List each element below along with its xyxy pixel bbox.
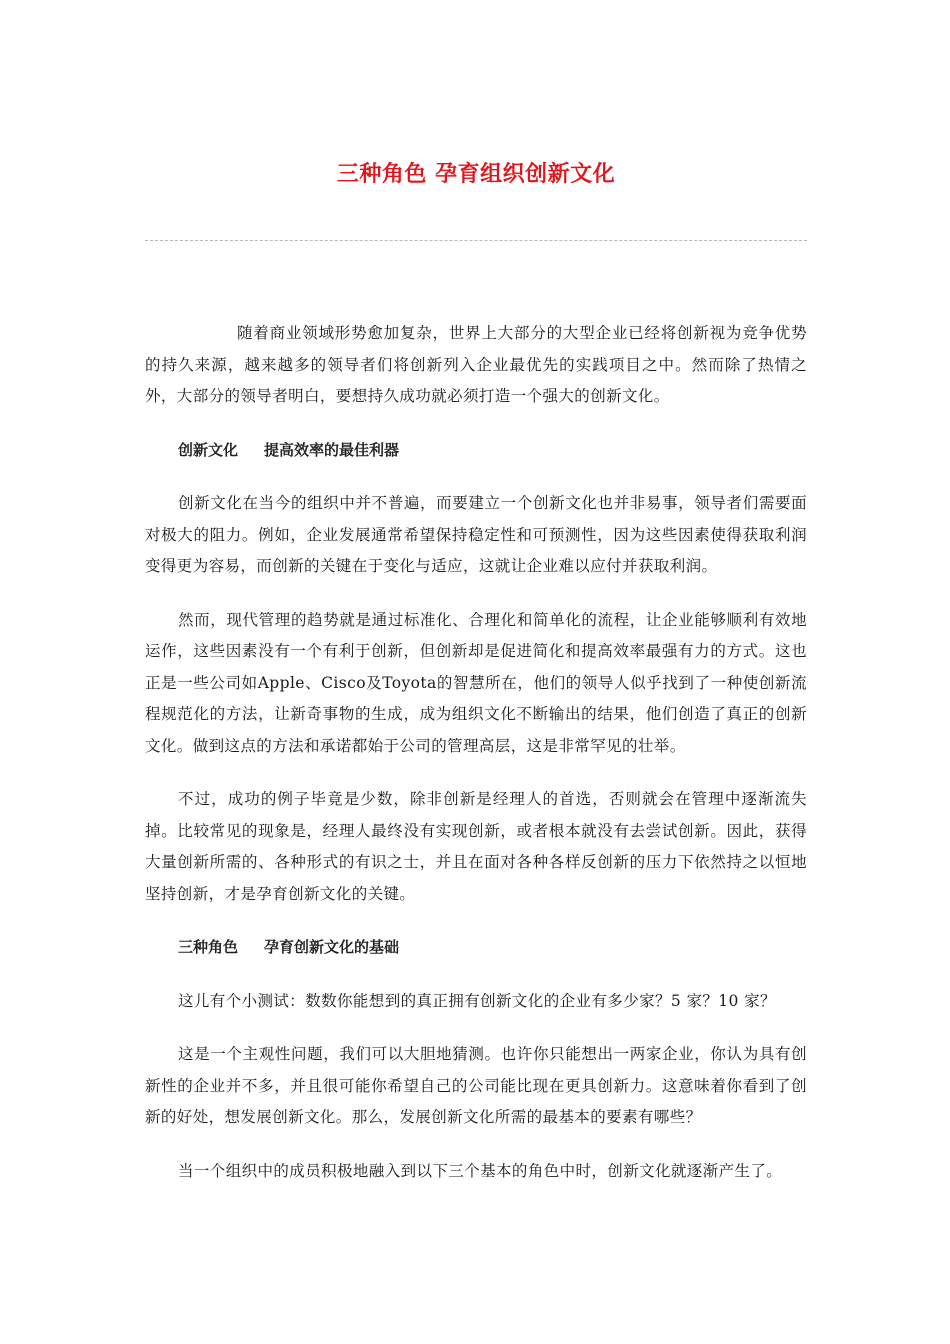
section-heading-1-right: 提高效率的最佳利器	[264, 440, 400, 459]
section-heading-1-left: 创新文化	[178, 440, 239, 459]
intro-paragraph: 随着商业领域形势愈加复杂，世界上大部分的大型企业已经将创新视为竞争优势的持久来源，越来越多的领导者们将创新列入企业最优先的实践项目之中。然而除了热情之外，大部分的领导者明白，要想持久成功就必须打造一个强大的创新文化。	[145, 324, 807, 405]
dashed-divider	[145, 240, 807, 241]
paragraph: 当一个组织中的成员积极地融入到以下三个基本的角色中时，创新文化就逐渐产生了。	[178, 1161, 783, 1180]
paragraph: 不过，成功的例子毕竟是少数，除非创新是经理人的首选，否则就会在管理中逐渐流失掉。比较常见的现象是，经理人最终没有实现创新，或者根本就没有去尝试创新。因此，获得大量创新所需的、各种形式的有识之士，并且在面对各种各样反创新的压力下依然持之以恒地坚持创新，才是孕育创新文化的关键。	[145, 790, 807, 903]
section-heading-1	[145, 435, 807, 467]
article-title: 三种角色 孕育组织创新文化	[336, 162, 616, 187]
section-heading-2	[145, 932, 807, 964]
paragraph: 这儿有个小测试：数数你能想到的真正拥有创新文化的企业有多少家？5 家？10 家？	[178, 991, 776, 1010]
paragraph: 创新文化在当今的组织中并不普遍，而要建立一个创新文化也并非易事，领导者们需要面对极大的阻力。例如，企业发展通常希望保持稳定性和可预测性，因为这些因素使得获取利润变得更为容易，而创新的关键在于变化与适应，这就让企业难以应付并获取利润。	[145, 494, 807, 575]
section-heading-2-left: 三种角色	[178, 938, 239, 956]
paragraph: 然而，现代管理的趋势就是通过标准化、合理化和简单化的流程，让企业能够顺利有效地运作，这些因素没有一个有利于创新，但创新却是促进简化和提高效率最强有力的方式。这也正是一些公司如Apple、Cisco及Toyota的智慧所在，他们的领导人似乎找到了一种使创新流程规范化的方法，让新奇事物的生成，成为组织文化不断输出的结果，他们创造了真正的创新文化。做到这点的方法和承诺都始于公司的管理高层，这是非常罕见的壮举。	[145, 610, 807, 755]
article-body	[145, 318, 807, 1209]
section-heading-2-right: 孕育创新文化的基础	[264, 938, 400, 956]
paragraph: 这是一个主观性问题，我们可以大胆地猜测。也许你只能想出一两家企业，你认为具有创新性的企业并不多，并且很可能你希望自己的公司能比现在更具创新力。这意味着你看到了创新的好处，想发展创新文化。那么，发展创新文化所需的最基本的要素有哪些？	[145, 1045, 807, 1126]
